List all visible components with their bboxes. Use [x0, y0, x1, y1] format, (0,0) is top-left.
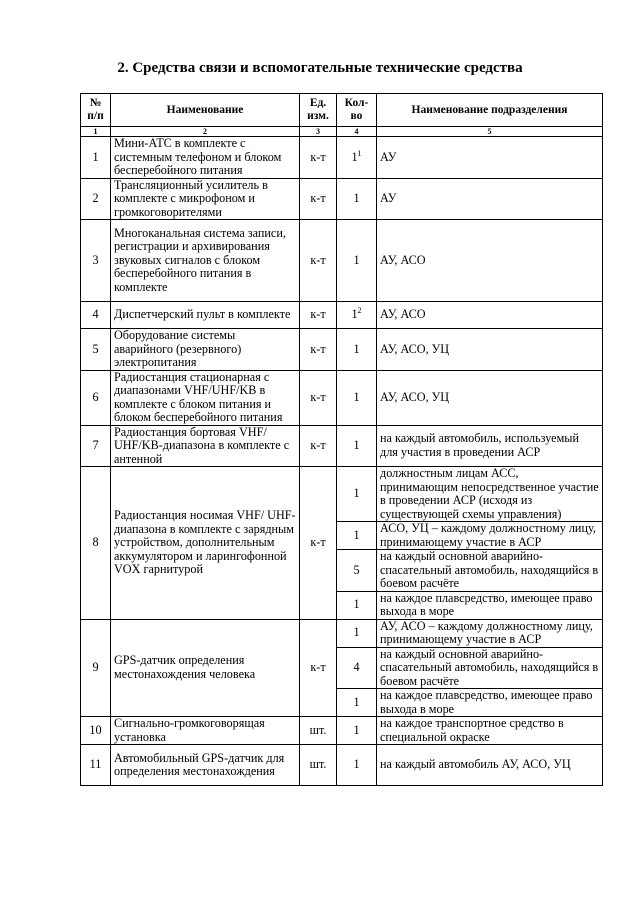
row-name: Автомобильный GPS-датчик для определения местонахождения: [111, 745, 300, 786]
row-qty: [337, 178, 377, 220]
row-unit: к-т: [300, 329, 337, 371]
qty-value: 1: [353, 191, 360, 205]
table-row: [81, 745, 603, 786]
row-dept: АУ, АСО: [377, 302, 603, 329]
row-name: Оборудование системы аварийного (резервного) электропитания: [111, 329, 300, 371]
header-dept: Наименование подразделения: [377, 94, 603, 127]
row-dept: на каждый автомобиль, используемый для участия в проведении АСР: [377, 425, 603, 467]
column-number: 1: [81, 127, 111, 137]
header-num: № п/п: [81, 94, 111, 127]
row-qty: 1: [337, 522, 377, 550]
row-unit: к-т: [300, 425, 337, 467]
column-number: 2: [111, 127, 300, 137]
row-number: 4: [81, 302, 111, 329]
row-qty: 5: [337, 550, 377, 592]
column-number: 4: [337, 127, 377, 137]
row-qty: [337, 745, 377, 786]
row-unit: шт.: [300, 745, 337, 786]
row-qty: [337, 220, 377, 302]
qty-value: 1: [351, 149, 358, 164]
section-title: 2. Средства связи и вспомогательные технические средства: [117, 60, 523, 76]
qty-value: 1: [353, 438, 360, 452]
table-row: [81, 220, 603, 302]
row-name: GPS-датчик определения местонахождения человека: [111, 619, 300, 717]
row-dept: АУ, АСО, УЦ: [377, 370, 603, 425]
row-name: Мини-АТС в комплекте с системным телефоном и блоком бесперебойного питания: [111, 137, 300, 179]
row-dept: АСО, УЦ – каждому должностному лицу, принимающему участие в АСР: [377, 522, 603, 550]
row-number: 1: [81, 137, 111, 179]
row-qty: [337, 370, 377, 425]
row-qty: 1: [337, 689, 377, 717]
row-dept: на каждое плавсредство, имеющее право выхода в море: [377, 591, 603, 619]
row-unit: к-т: [300, 370, 337, 425]
equipment-table: [80, 93, 603, 786]
row-dept: АУ: [377, 178, 603, 220]
row-qty: [337, 137, 377, 179]
row-number: 6: [81, 370, 111, 425]
column-number: 3: [300, 127, 337, 137]
row-qty: [337, 329, 377, 371]
row-number: 5: [81, 329, 111, 371]
row-name: Радиостанция носимая VHF/ UHF-диапазона в комплекте с зарядным устройством, дополнительным аккумулятором и ларингофонной VOX гарнитурой: [111, 467, 300, 620]
row-dept: на каждый автомобиль АУ, АСО, УЦ: [377, 745, 603, 786]
row-qty: [337, 425, 377, 467]
row-name: Многоканальная система записи, регистрации и архивирования звуковых сигналов с блоком бесперебойного питания в комплекте: [111, 220, 300, 302]
qty-value: 1: [353, 722, 360, 737]
row-name: Трансляционный усилитель в комплекте с микрофоном и громкоговорителями: [111, 178, 300, 220]
row-qty: 4: [337, 647, 377, 689]
row-qty: 1: [337, 619, 377, 647]
row-name: Радиостанция стационарная с диапазонами VHF/UHF/KB в комплекте с блоком питания и блоком бесперебойного питания: [111, 370, 300, 425]
row-number: 10: [81, 717, 111, 745]
table-row: [81, 425, 603, 467]
footnote-mark: 2: [357, 306, 362, 316]
table-row: [81, 137, 603, 179]
table-row: [81, 329, 603, 371]
row-unit: к-т: [300, 137, 337, 179]
table-row: [81, 178, 603, 220]
row-unit: шт.: [300, 717, 337, 745]
qty-value: 1: [353, 757, 360, 772]
table-row: [81, 619, 603, 647]
row-dept: на каждый основной аварийно-спасательный автомобиль, находящийся в боевом расчёте: [377, 647, 603, 689]
column-number: 5: [377, 127, 603, 137]
row-dept: на каждый основной аварийно-спасательный автомобиль, находящийся в боевом расчёте: [377, 550, 603, 592]
header-unit: Ед. изм.: [300, 94, 337, 127]
row-number: 11: [81, 745, 111, 786]
row-qty: 1: [337, 591, 377, 619]
row-number: 3: [81, 220, 111, 302]
qty-value: 1: [353, 341, 360, 356]
header-qty: Кол-во: [337, 94, 377, 127]
row-unit: к-т: [300, 220, 337, 302]
row-dept: АУ, АСО: [377, 220, 603, 302]
row-number: 8: [81, 467, 111, 620]
table-body: [81, 137, 603, 786]
row-dept: АУ, АСО – каждому должностному лицу, принимающему участие в АСР: [377, 619, 603, 647]
row-number: 7: [81, 425, 111, 467]
row-qty: [337, 302, 377, 329]
qty-value: 1: [353, 389, 360, 404]
row-dept: АУ: [377, 137, 603, 179]
row-unit: к-т: [300, 302, 337, 329]
row-qty: [337, 717, 377, 745]
row-qty: 1: [337, 467, 377, 522]
table-row: [81, 717, 603, 745]
row-dept: на каждое транспортное средство в специальной окраске: [377, 717, 603, 745]
row-dept: на каждое плавсредство, имеющее право выхода в море: [377, 689, 603, 717]
qty-value: 1: [351, 307, 358, 322]
row-unit: к-т: [300, 619, 337, 717]
row-number: 9: [81, 619, 111, 717]
table-row: [81, 370, 603, 425]
footnote-mark: 1: [357, 148, 362, 158]
qty-value: 1: [353, 252, 360, 267]
row-unit: к-т: [300, 467, 337, 620]
row-dept: должностным лицам АСС, принимающим непосредственное участие в проведении АСР (исходя из существующей схемы управления): [377, 467, 603, 522]
table-row: [81, 302, 603, 329]
table-row: [81, 467, 603, 522]
row-name: Сигнально-громкоговорящая установка: [111, 717, 300, 745]
header-name: Наименование: [111, 94, 300, 127]
row-unit: к-т: [300, 178, 337, 220]
row-name: Радиостанция бортовая VHF/ UHF/KB-диапазона в комплекте с антенной: [111, 425, 300, 467]
row-name: Диспетчерский пульт в комплекте: [111, 302, 300, 329]
row-number: 2: [81, 178, 111, 220]
row-dept: АУ, АСО, УЦ: [377, 329, 603, 371]
